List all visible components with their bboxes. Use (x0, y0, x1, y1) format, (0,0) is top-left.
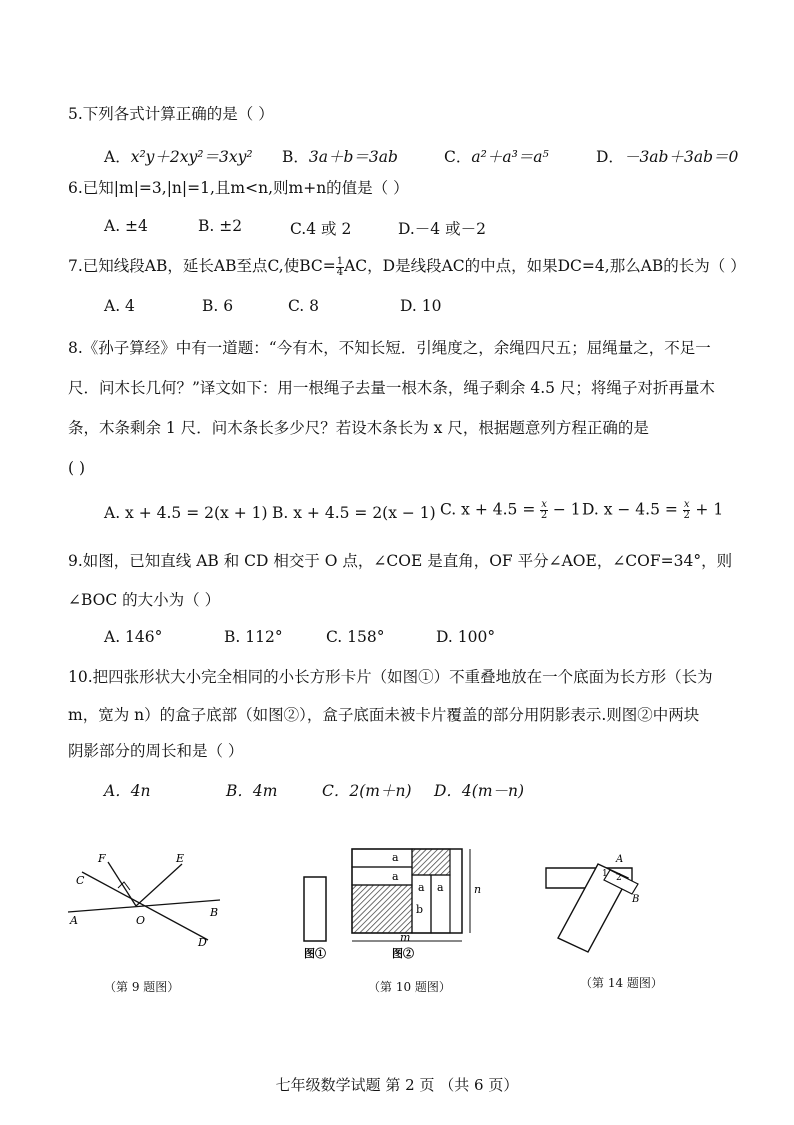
page-footer: 七年级数学试题 第 2 页 （共 6 页） (275, 1076, 519, 1094)
q6-option-a[interactable]: A. ±4 (104, 217, 148, 235)
label-angle-1: 1 (602, 869, 608, 879)
label-angle-2: 2 (616, 873, 622, 883)
q10-option-a[interactable]: A．4n (104, 782, 151, 800)
box-right-strip (450, 849, 462, 933)
q5-option-c[interactable]: C．a²＋a³＝a⁵ (444, 148, 549, 166)
q5-option-d[interactable]: D．－3ab＋3ab＝0 (596, 148, 739, 166)
line-cd (82, 872, 208, 940)
q10-option-d[interactable]: D．4(m－n) (434, 782, 525, 800)
figure-9 (60, 840, 240, 960)
label-n: n (474, 883, 482, 896)
q6-option-c[interactable]: C.4 或 2 (290, 220, 352, 238)
card-top-1 (352, 849, 412, 867)
label-a: A (70, 914, 78, 927)
q7-option-d[interactable]: D. 10 (400, 297, 442, 315)
q8-option-c[interactable]: C. x + 4.5 = $\frac{x}{2}$ − 1 (440, 499, 581, 521)
q8-option-d[interactable]: D. x − 4.5 = $\frac{x}{2}$ + 1 (582, 499, 724, 521)
label-b: B (210, 906, 219, 919)
q6-stem: 6.已知|m|=3,|n|=1,且m<n,则m+n的值是（ ） (68, 179, 409, 197)
q10-stem-line2: m，宽为 n）的盒子底部（如图②），盒子底面未被卡片覆盖的部分用阴影表示.则图②中两块 (68, 706, 700, 724)
figure-14-caption: （第 14 题图） (580, 976, 663, 990)
q7-fraction: $\frac{1}{4}$ (336, 255, 344, 278)
shaded-region-right (412, 849, 450, 875)
label-e: E (176, 852, 185, 865)
label-a2: a (392, 870, 399, 883)
q6-option-d[interactable]: D.－4 或－2 (398, 220, 486, 238)
figure-14 (540, 850, 660, 960)
q9-stem-line2: ∠BOC 的大小为（ ） (68, 591, 221, 609)
label-c: C (76, 874, 85, 887)
q8-blank: ( ) (68, 459, 86, 477)
q7-option-a[interactable]: A. 4 (104, 297, 135, 315)
q8-option-b[interactable]: B. x + 4.5 = 2(x − 1) (272, 504, 436, 522)
label-b: B (632, 894, 640, 905)
card-single (304, 877, 326, 941)
figure-10 (300, 845, 490, 965)
ray-oe (136, 864, 182, 906)
q5-stem: 5.下列各式计算正确的是（ ） (68, 105, 274, 123)
label-f: F (98, 852, 106, 865)
label-a1: a (392, 851, 399, 864)
label-a3: a (418, 881, 425, 894)
q10-stem-line1: 10.把四张形状大小完全相同的小长方形卡片（如图①）不重叠地放在一个底面为长方形（长为 (68, 668, 713, 686)
q6-option-b[interactable]: B. ±2 (198, 217, 243, 235)
label-fig1: 图① (304, 947, 326, 960)
q10-stem-line3: 阴影部分的周长和是（ ） (68, 742, 244, 760)
q9-option-b[interactable]: B. 112° (224, 628, 283, 646)
q5-option-b[interactable]: B．3a＋b＝3ab (282, 148, 398, 166)
q10-option-b[interactable]: B．4m (226, 782, 278, 800)
label-fig2: 图② (392, 947, 414, 960)
q7-option-b[interactable]: B. 6 (202, 297, 234, 315)
label-m: m (400, 931, 411, 944)
q8-stem: 8.《孙子算经》中有一道题：“今有木，不知长短．引绳度之，余绳四尺五；屈绳量之，不足一尺．问木长几何？”译文如下：用一根绳子去量一根木条，绳子剩余 4.5 尺；将绳子对折再量木条，木条剩余 1 尺．问木条长多少尺？若设木条长为 x 尺，根据题意列方程正确的是 (68, 339, 715, 437)
figure-10-caption: （第 10 题图） (368, 980, 451, 994)
label-o: O (136, 914, 146, 927)
q9-option-c[interactable]: C. 158° (326, 628, 385, 646)
q8-option-a[interactable]: A. x + 4.5 = 2(x + 1) (104, 504, 268, 522)
label-d: D (198, 936, 207, 949)
card-top-2 (352, 867, 412, 885)
label-b: b (416, 903, 424, 916)
shaded-region-left (352, 885, 412, 933)
figure-9-caption: （第 9 题图） (104, 980, 180, 994)
q9-option-a[interactable]: A. 146° (104, 628, 163, 646)
q5-option-a[interactable]: A．x²y＋2xy²＝3xy² (104, 148, 253, 166)
label-a4: a (437, 881, 444, 894)
q10-option-c[interactable]: C．2(m＋n) (322, 782, 412, 800)
q7-stem: 7.已知线段AB，延长AB至点C,使BC= $\frac{1}{4}$ AC，D是线段AC的中点，如果DC=4,那么AB的长为（ ） (68, 255, 746, 278)
label-a: A (616, 854, 624, 865)
q7-option-c[interactable]: C. 8 (288, 297, 320, 315)
q9-option-d[interactable]: D. 100° (436, 628, 496, 646)
q9-stem-line1: 9.如图，已知直线 AB 和 CD 相交于 O 点，∠COE 是直角，OF 平分∠AOE，∠COF=34°，则 (68, 552, 733, 570)
